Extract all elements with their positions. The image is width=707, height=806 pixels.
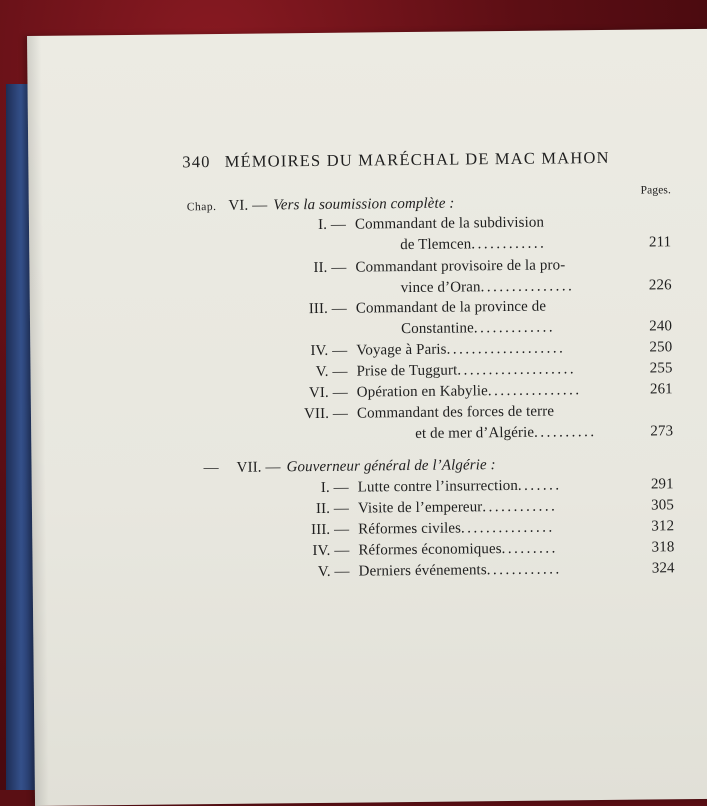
section-number: I. — [318, 216, 347, 233]
section-page: 240 [649, 318, 673, 335]
running-head [182, 148, 610, 172]
chapter-heading [187, 196, 455, 216]
section-title-continued: de Tlemcen............ [400, 235, 547, 254]
section-title: Visite de l’empereur............ [357, 498, 558, 517]
chapter-prefix: Chap. [186, 201, 217, 214]
section-title: Commandant de la province de [355, 298, 547, 317]
book-page [27, 29, 707, 806]
section-title: Opération en Kabylie............... [356, 382, 582, 401]
section-title: Derniers événements............ [358, 561, 562, 580]
section-number: III. — [308, 300, 347, 318]
pages-column-label: Pages. [640, 184, 672, 197]
section-page: 261 [649, 381, 673, 398]
section-number: III. — [311, 521, 350, 539]
section-page: 226 [648, 277, 672, 294]
running-title: MÉMOIRES DU MARÉCHAL DE MAC MAHON [224, 147, 610, 171]
section-number: II. — [313, 259, 347, 277]
section-number: V. — [317, 563, 350, 580]
section-page: 273 [650, 423, 674, 440]
section-title: Prise de Tuggurt................... [356, 361, 577, 380]
section-page: 255 [649, 360, 673, 377]
section-page: 318 [651, 539, 675, 556]
section-title-continued: et de mer d’Algérie.......... [415, 424, 597, 442]
section-title: Réformes civiles............... [358, 519, 555, 538]
page-number: 340 [182, 152, 211, 172]
section-number: V. — [315, 363, 348, 380]
section-title: Commandant de la subdivision [354, 214, 545, 233]
section-title: Commandant provisoire de la pro- [355, 257, 566, 276]
section-number: VII. — [303, 405, 349, 423]
chapter-title: Gouverneur général de l’Algérie : [286, 457, 496, 476]
section-page: 312 [651, 518, 675, 535]
chapter-number: VII. — [236, 459, 281, 476]
section-number: IV. — [310, 342, 348, 360]
section-number: IV. — [312, 542, 350, 560]
chapter-number: VI. — [228, 197, 268, 214]
section-number: VI. — [308, 384, 348, 402]
section-title: Voyage à Paris................... [356, 340, 566, 359]
section-title: Commandant des forces de terre [356, 403, 555, 422]
section-page: 324 [651, 560, 675, 577]
section-page: 250 [649, 339, 673, 356]
chapter-prefix: — [203, 460, 219, 477]
section-number: I. — [320, 479, 349, 496]
section-title: Lutte contre l’insurrection....... [357, 477, 562, 496]
section-title-continued: vince d’Oran............... [400, 278, 575, 297]
section-page: 305 [651, 497, 675, 514]
section-title-continued: Constantine............. [401, 319, 556, 338]
chapter-heading [203, 457, 495, 477]
chapter-title: Vers la soumission complète : [273, 195, 455, 214]
section-number: II. — [315, 500, 350, 517]
section-title: Réformes économiques......... [358, 540, 558, 559]
section-page: 291 [650, 476, 674, 493]
section-page: 211 [648, 234, 672, 251]
